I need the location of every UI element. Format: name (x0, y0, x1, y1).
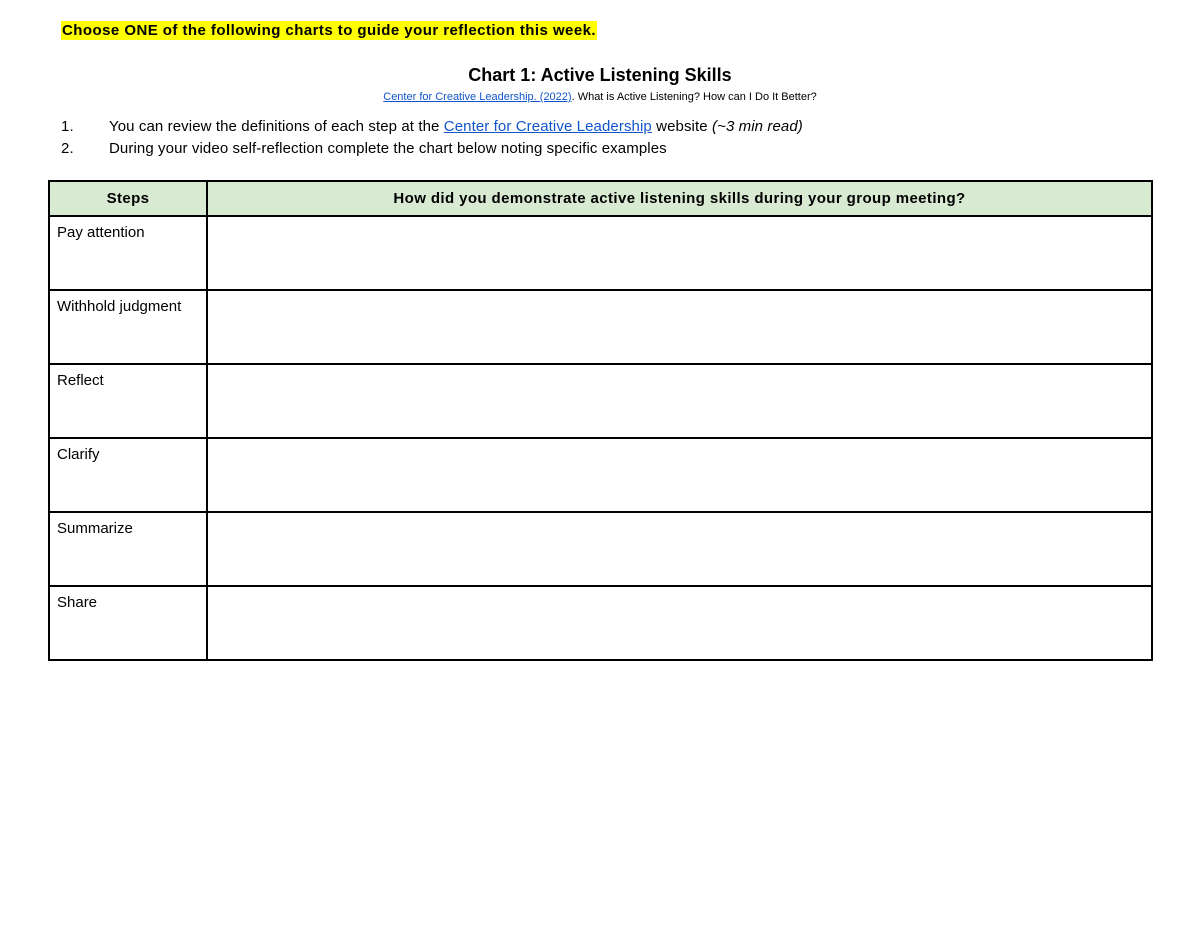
table-header-row (49, 181, 1152, 216)
table-row (49, 586, 1152, 660)
response-cell[interactable] (207, 290, 1152, 364)
table-row (49, 512, 1152, 586)
response-column-header: How did you demonstrate active listening skills during your group meeting? (207, 181, 1152, 216)
list-number: 1. (61, 118, 74, 135)
table-row (49, 364, 1152, 438)
read-time-note: (~3 min read) (711, 118, 803, 135)
ccl-website-link[interactable]: Center for Creative Leadership (443, 118, 652, 135)
citation-text: . What is Active Listening? How can I Do It Better? (571, 91, 817, 103)
list-item (61, 138, 803, 160)
reflection-table (48, 180, 1153, 661)
response-cell[interactable] (207, 512, 1152, 586)
list-text: During your video self-reflection complete the chart below noting specific examples (109, 140, 667, 157)
steps-column-header: Steps (49, 181, 207, 216)
instruction-list (61, 116, 803, 160)
table-row (49, 290, 1152, 364)
list-text: website (651, 118, 712, 135)
citation (0, 90, 1200, 104)
step-cell: Withhold judgment (49, 290, 207, 364)
response-cell[interactable] (207, 364, 1152, 438)
list-item (61, 116, 803, 138)
response-cell[interactable] (207, 438, 1152, 512)
step-cell: Reflect (49, 364, 207, 438)
list-number: 2. (61, 140, 74, 157)
instruction-highlight: Choose ONE of the following charts to guide your reflection this week. (62, 22, 597, 39)
table-row (49, 438, 1152, 512)
step-cell: Pay attention (49, 216, 207, 290)
list-text: You can review the definitions of each step at the (109, 118, 444, 135)
response-cell[interactable] (207, 586, 1152, 660)
chart-title: Chart 1: Active Listening Skills (468, 65, 732, 85)
table-row (49, 216, 1152, 290)
citation-link[interactable]: Center for Creative Leadership. (2022) (383, 91, 572, 103)
step-cell: Share (49, 586, 207, 660)
response-cell[interactable] (207, 216, 1152, 290)
step-cell: Clarify (49, 438, 207, 512)
step-cell: Summarize (49, 512, 207, 586)
